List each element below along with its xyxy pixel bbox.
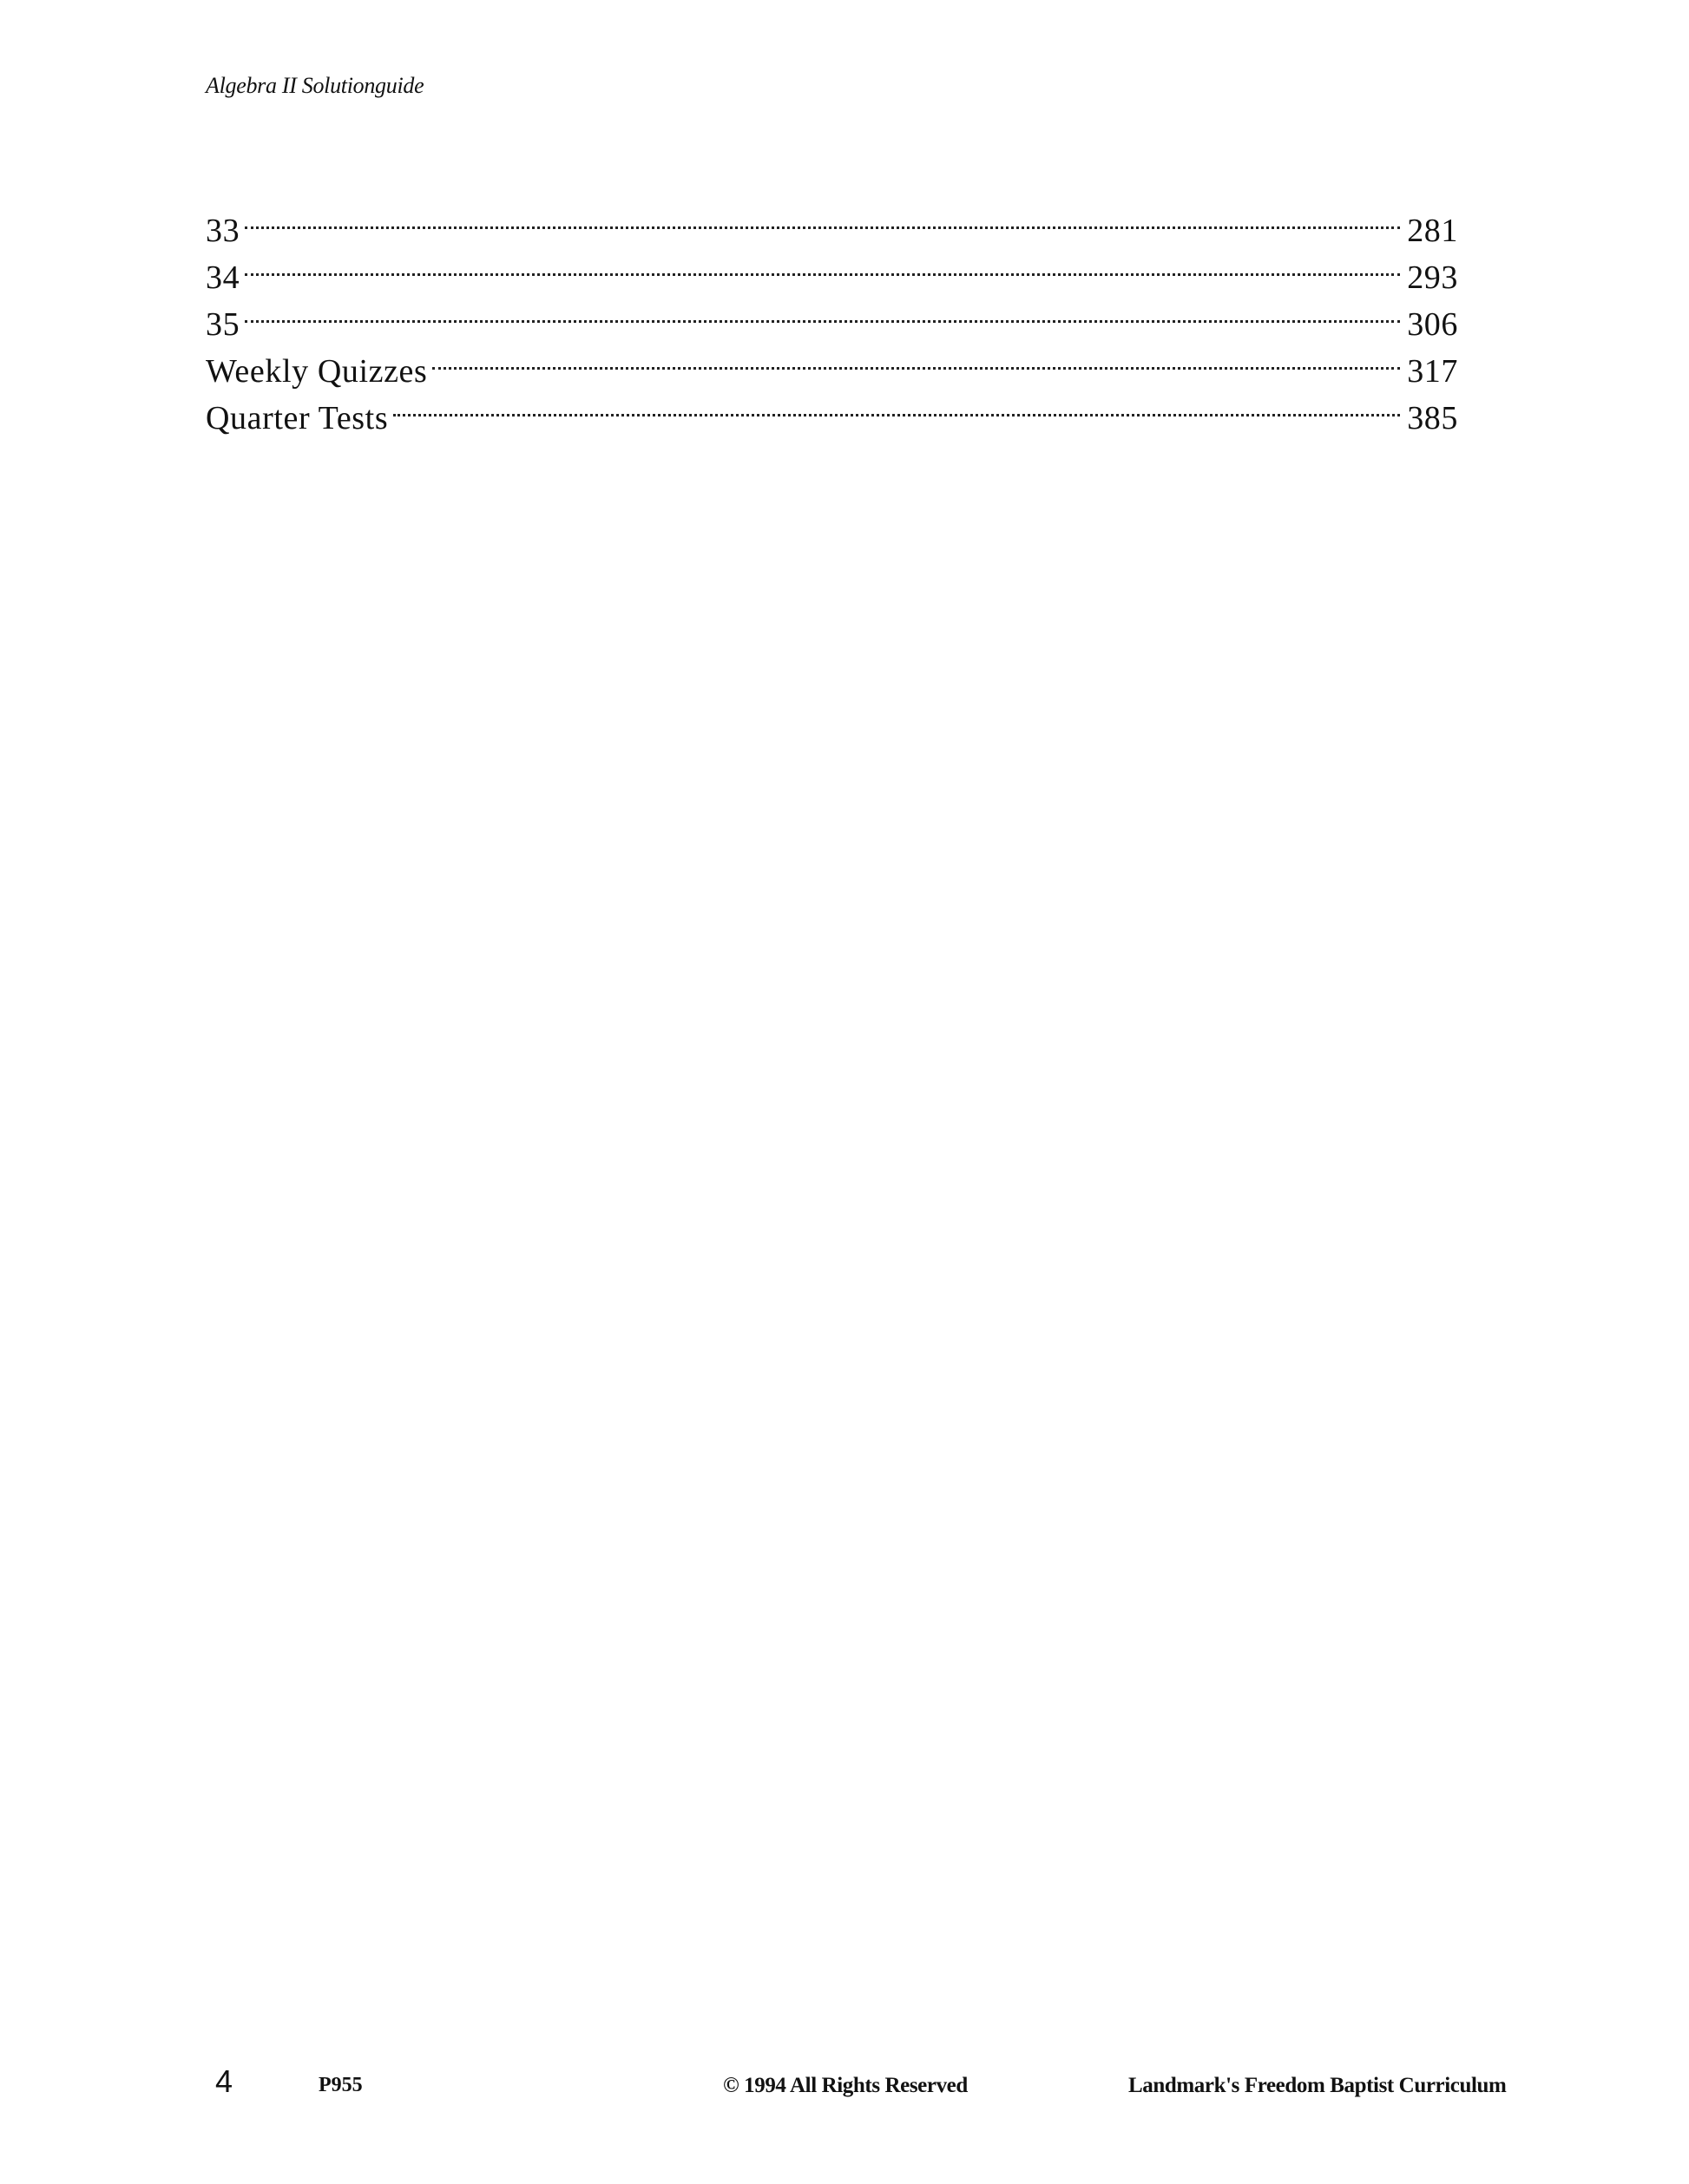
toc-entry-label: 35: [206, 306, 240, 343]
toc-dot-leader: [245, 194, 1400, 241]
footer-publisher: Landmark's Freedom Baptist Curriculum: [1128, 2074, 1507, 2097]
footer-product-code: P955: [319, 2074, 363, 2096]
toc-entry-label: Quarter Tests: [206, 400, 389, 436]
footer-copyright: © 1994 All Rights Reserved: [723, 2074, 968, 2097]
toc-dot-leader: [245, 241, 1400, 288]
table-of-contents: [206, 194, 1458, 436]
toc-entry-page: 281: [1407, 213, 1458, 249]
toc-entry-page: 385: [1407, 400, 1458, 436]
toc-entry: [206, 288, 1458, 343]
toc-dot-leader: [393, 382, 1400, 429]
toc-dot-leader: [432, 335, 1400, 382]
toc-entry-page: 317: [1407, 353, 1458, 390]
toc-dot-leader: [245, 288, 1400, 335]
toc-entry-label: 34: [206, 259, 240, 296]
toc-entry-page: 293: [1407, 259, 1458, 296]
toc-entry: [206, 241, 1458, 296]
toc-entry-label: Weekly Quizzes: [206, 353, 428, 390]
toc-entry: [206, 382, 1458, 436]
toc-entry: [206, 194, 1458, 249]
toc-entry-label: 33: [206, 213, 240, 249]
toc-entry: [206, 335, 1458, 390]
toc-entry-page: 306: [1407, 306, 1458, 343]
running-header: Algebra II Solutionguide: [206, 73, 424, 98]
footer-page-number: 4: [215, 2063, 233, 2099]
